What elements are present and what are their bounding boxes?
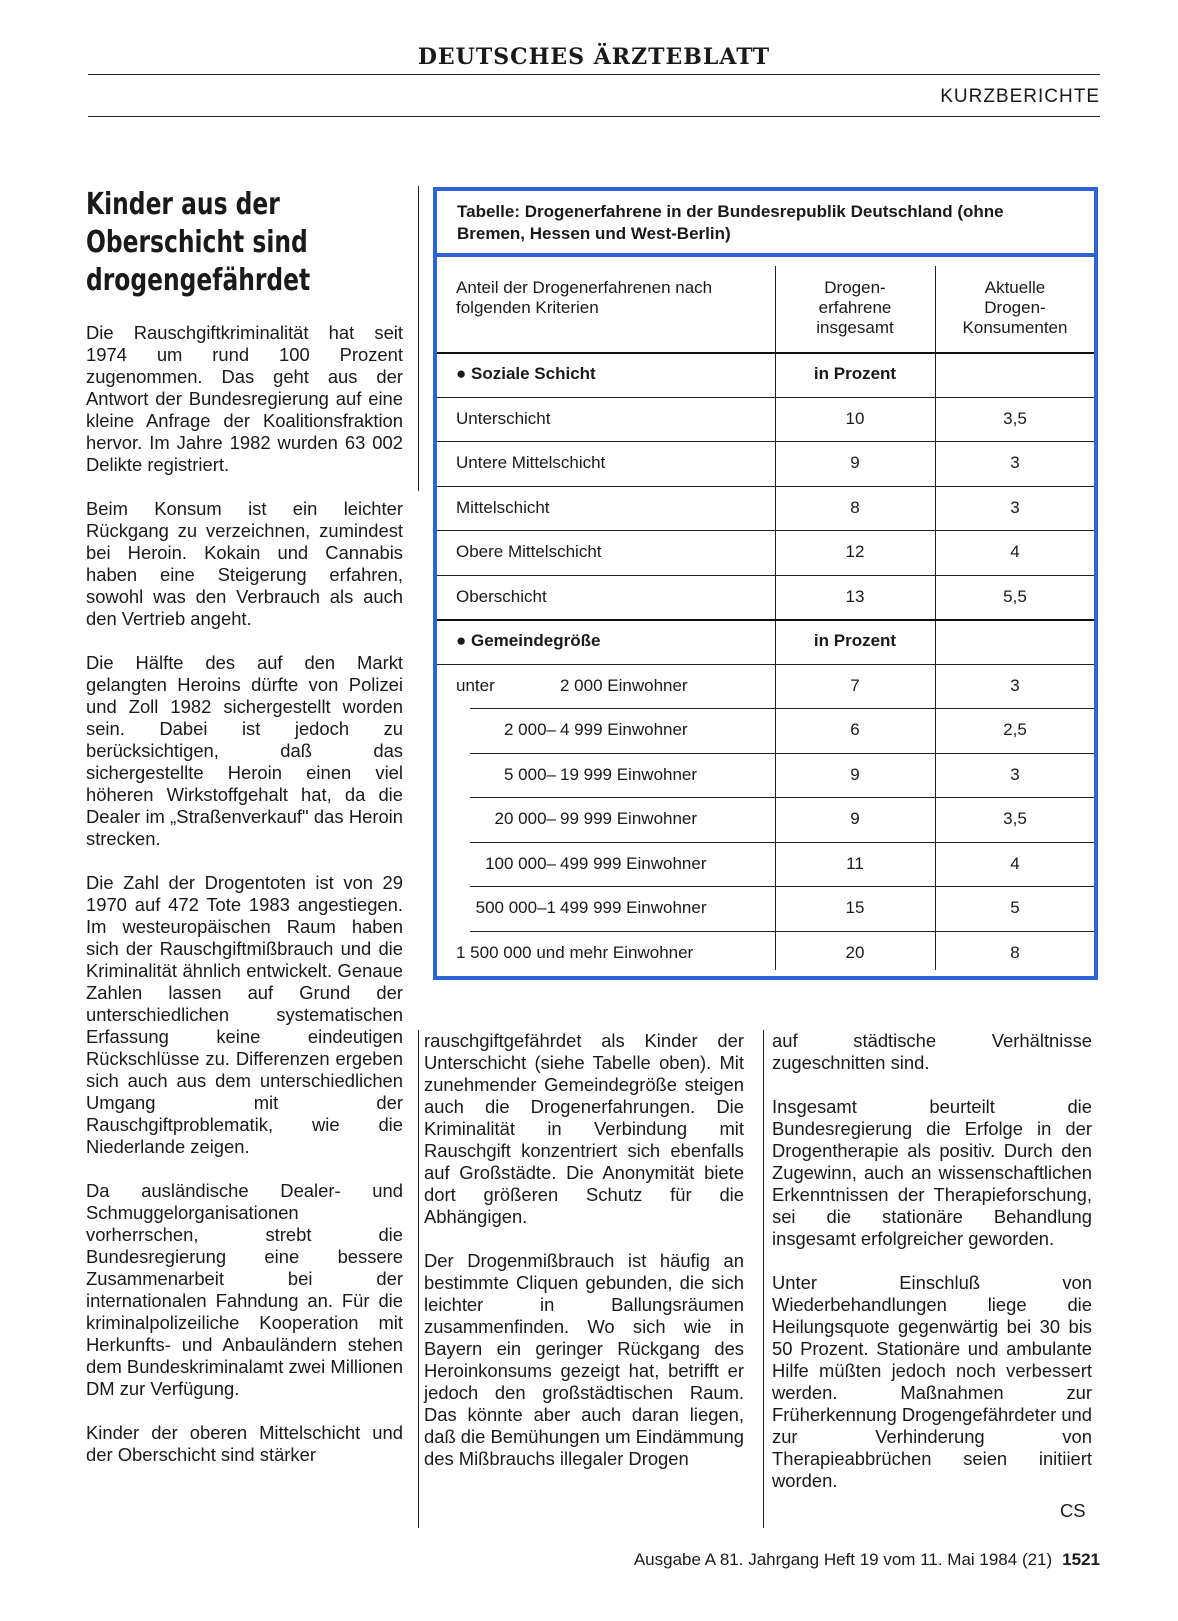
row-label-from: 100 000– (485, 853, 556, 873)
row-label: Untere Mittelschicht (456, 453, 606, 472)
value-current: 3 (1010, 453, 1020, 472)
masthead-rule (88, 74, 1100, 75)
section-label-text: Gemeindegröße (471, 631, 601, 650)
page-number: 1521 (1062, 1550, 1100, 1569)
headline-line: Oberschicht sind (86, 225, 308, 260)
paragraph: Da ausländische Dealer- und Schmuggelorganisationen vorherrschen, strebt die Bundesregierung eine bessere Zusammenarbeit bei der internationalen Fahndung an. Für die kriminalpolizeiliche Kooperation mit Herkunfts- und Anbauländern stehen dem Bundeskriminalamt zwei Millionen DM zur Verfügung. (86, 1180, 403, 1399)
headline (86, 186, 336, 300)
table-rule (470, 753, 1094, 754)
row-label-to: 19 999 Einwohner (560, 764, 698, 784)
table-rule (470, 708, 1094, 709)
table-rule (437, 575, 1094, 576)
table-rule (437, 486, 1094, 487)
row-label-to: 2 000 Einwohner (560, 675, 688, 695)
table-header: Aktuelle Drogen- Konsumenten (962, 278, 1068, 337)
left-column (86, 322, 403, 1488)
table-rule (437, 441, 1094, 442)
value-current: 5 (1010, 898, 1020, 917)
section-label-text: Soziale Schicht (471, 364, 596, 383)
table-rule (470, 886, 1094, 887)
table-header: Drogen- erfahrene insgesamt (816, 278, 894, 337)
row-label: Oberschicht (456, 586, 547, 606)
table-rule (470, 797, 1094, 798)
value-current: 8 (1010, 942, 1020, 962)
row-label: Unterschicht (456, 408, 551, 428)
paragraph: Die Hälfte des auf den Markt gelangten Heroins dürfte von Polizei und Zoll 1982 sichergestellt worden sein. Dabei ist jedoch zu berücksichtigen, daß das sichergestellte Heroin einen viel höheren Wirkstoffgehalt hat, da die Dealer im „Straßenverkauf" das Heroin strecken. (86, 652, 403, 849)
value-current: 3 (1010, 675, 1020, 695)
value-current: 3 (1010, 497, 1020, 517)
value-total: 7 (850, 675, 860, 695)
column-divider (418, 186, 419, 491)
value-total: 8 (850, 497, 860, 517)
paragraph: Die Zahl der Drogentoten ist von 29 1970 auf 472 Tote 1983 angestiegen. Im westeuropäischen Raum haben sich der Rauschgiftmißbrauch und die Kriminalität ähnlich entwickelt. Genaue Zahlen lassen auf Grund der unterschiedlichen systematischen Erfassung keine eindeutigen Rückschlüsse zu. Differenzen ergeben sich auch aus dem unterschiedlichen Umgang mit der Rauschgiftproblematik, wie die Niederlande zeigen. (86, 872, 403, 1157)
value-current: 3 (1010, 764, 1020, 784)
value-total: 11 (846, 853, 864, 873)
value-total: 20 (845, 942, 865, 962)
row-label-to: 4 999 Einwohner (560, 720, 688, 739)
value-current: 4 (1010, 853, 1020, 873)
row-label-from: 20 000– (494, 809, 556, 828)
right-column (772, 1030, 1092, 1492)
bullet-icon: ● (456, 364, 471, 383)
value-current: 5,5 (1003, 586, 1027, 606)
value-total: 9 (850, 764, 860, 784)
column-divider (763, 1030, 764, 1528)
row-label: Obere Mittelschicht (456, 542, 602, 561)
value-current: 3,5 (1003, 809, 1027, 828)
table-rule (470, 931, 1094, 932)
masthead: DEUTSCHES ÄRZTEBLATT (417, 44, 771, 70)
paragraph: Insgesamt beurteilt die Bundesregierung die Erfolge in der Drogentherapie als positiv. Durch den Zugewinn, auch an wissenschaftlichen Erkenntnissen der Therapieforschung, sei die stationäre Behandlung insgesamt erfolgreicher geworden. (772, 1096, 1092, 1249)
table-rule (470, 842, 1094, 843)
section-rule (88, 116, 1100, 117)
value-total: 12 (845, 542, 865, 561)
headline-line: Kinder aus der (86, 187, 280, 222)
table-header: Anteil der Drogenerfahrenen nach folgenden Kriterien (456, 278, 713, 317)
table-rule (437, 397, 1094, 398)
table-rule (437, 530, 1094, 531)
value-total: 10 (845, 408, 865, 428)
section-label (456, 631, 756, 651)
value-total: 9 (850, 453, 860, 472)
row-label: Mittelschicht (456, 497, 550, 517)
paragraph: auf städtische Verhältnisse zugeschnitten sind. (772, 1030, 1092, 1073)
paragraph: Kinder der oberen Mittelschicht und der Oberschicht sind stärker (86, 1422, 403, 1465)
footer (634, 1550, 1100, 1570)
headline-line: drogengefährdet (86, 263, 311, 298)
row-label-from: 2 000– (504, 720, 556, 739)
paragraph: Die Rauschgiftkriminalität hat seit 1974 um rund 100 Prozent zugenommen. Das geht aus der Antwort der Bundesregierung auf eine kleine Anfrage der Koalitionsfraktion hervor. Im Jahre 1982 wurden 63 002 Delikte registriert. (86, 322, 403, 475)
value-total: 15 (845, 898, 865, 917)
value-current: 3,5 (1003, 408, 1027, 428)
row-label: 1 500 000 und mehr Einwohner (456, 942, 694, 962)
section-unit: in Prozent (813, 631, 897, 650)
value-current: 4 (1010, 542, 1020, 561)
paragraph: Unter Einschluß von Wiederbehandlungen liege die Heilungsquote gegenwärtig bei 30 bis 50 Prozent. Stationäre und ambulante Hilfe müßten jedoch noch verbessert werden. Maßnahmen zur Früherkennung Drogengefährdeter und zur Verhinderung von Therapieabbrüchen seien initiiert worden. (772, 1272, 1093, 1491)
table-rule (437, 664, 1094, 665)
column-divider (418, 1030, 419, 1528)
row-label-to: 499 999 Einwohner (560, 853, 707, 873)
signature: CS (1060, 1500, 1086, 1521)
value-total: 9 (850, 809, 860, 828)
table-rule (437, 352, 1094, 354)
row-label-to: 499 999 Einwohner (560, 898, 707, 917)
paragraph: Der Drogenmißbrauch ist häufig an bestimmte Cliquen gebunden, die sich leichter in Ballungsräumen zusammenfinden. Wo sich wie in Bayern ein geringer Rückgang des Heroinkonsums gezeigt hat, betrifft er jedoch den großstädtischen Raum. Das könnte aber auch daran liegen, daß die Bemühungen um Eindämmung des Mißbrauchs illegaler Drogen (424, 1250, 744, 1469)
table-rule (437, 619, 1094, 621)
table-caption: Tabelle: Drogenerfahrene in der Bundesrepublik Deutschland (ohne Bremen, Hessen und West-Berlin) (433, 187, 1098, 257)
value-current: 2,5 (1003, 720, 1027, 739)
issue-info: Ausgabe A 81. Jahrgang Heft 19 vom 11. Mai 1984 (21) (633, 1550, 1053, 1569)
value-total: 6 (850, 720, 860, 739)
section-label: KURZBERICHTE (940, 86, 1100, 107)
row-label-from: 5 000– (504, 764, 556, 784)
value-total: 13 (845, 586, 865, 606)
bullet-icon: ● (456, 631, 471, 650)
row-label-from: 500 000–1 (475, 898, 556, 917)
section-label (456, 364, 756, 384)
paragraph: rauschgiftgefährdet als Kinder der Unterschicht (siehe Tabelle oben). Mit zunehmender Gemeindegröße steigen auch die Drogenerfahrungen. Die Kriminalität in Verbindung mit Rauschgift konzentriert sich ebenfalls auf Großstädte. Die Anonymität biete dort größeren Schutz für die Abhängigen. (424, 1030, 744, 1227)
row-label-from: unter (456, 675, 495, 695)
middle-column (424, 1030, 744, 1492)
section-unit: in Prozent (813, 364, 897, 383)
row-label-to: 99 999 Einwohner (560, 809, 698, 828)
paragraph: Beim Konsum ist ein leichter Rückgang zu verzeichnen, zumindest bei Heroin. Kokain und Cannabis haben eine Steigerung erfahren, sowohl was den Verbrauch als auch den Vertrieb angeht. (86, 498, 403, 629)
